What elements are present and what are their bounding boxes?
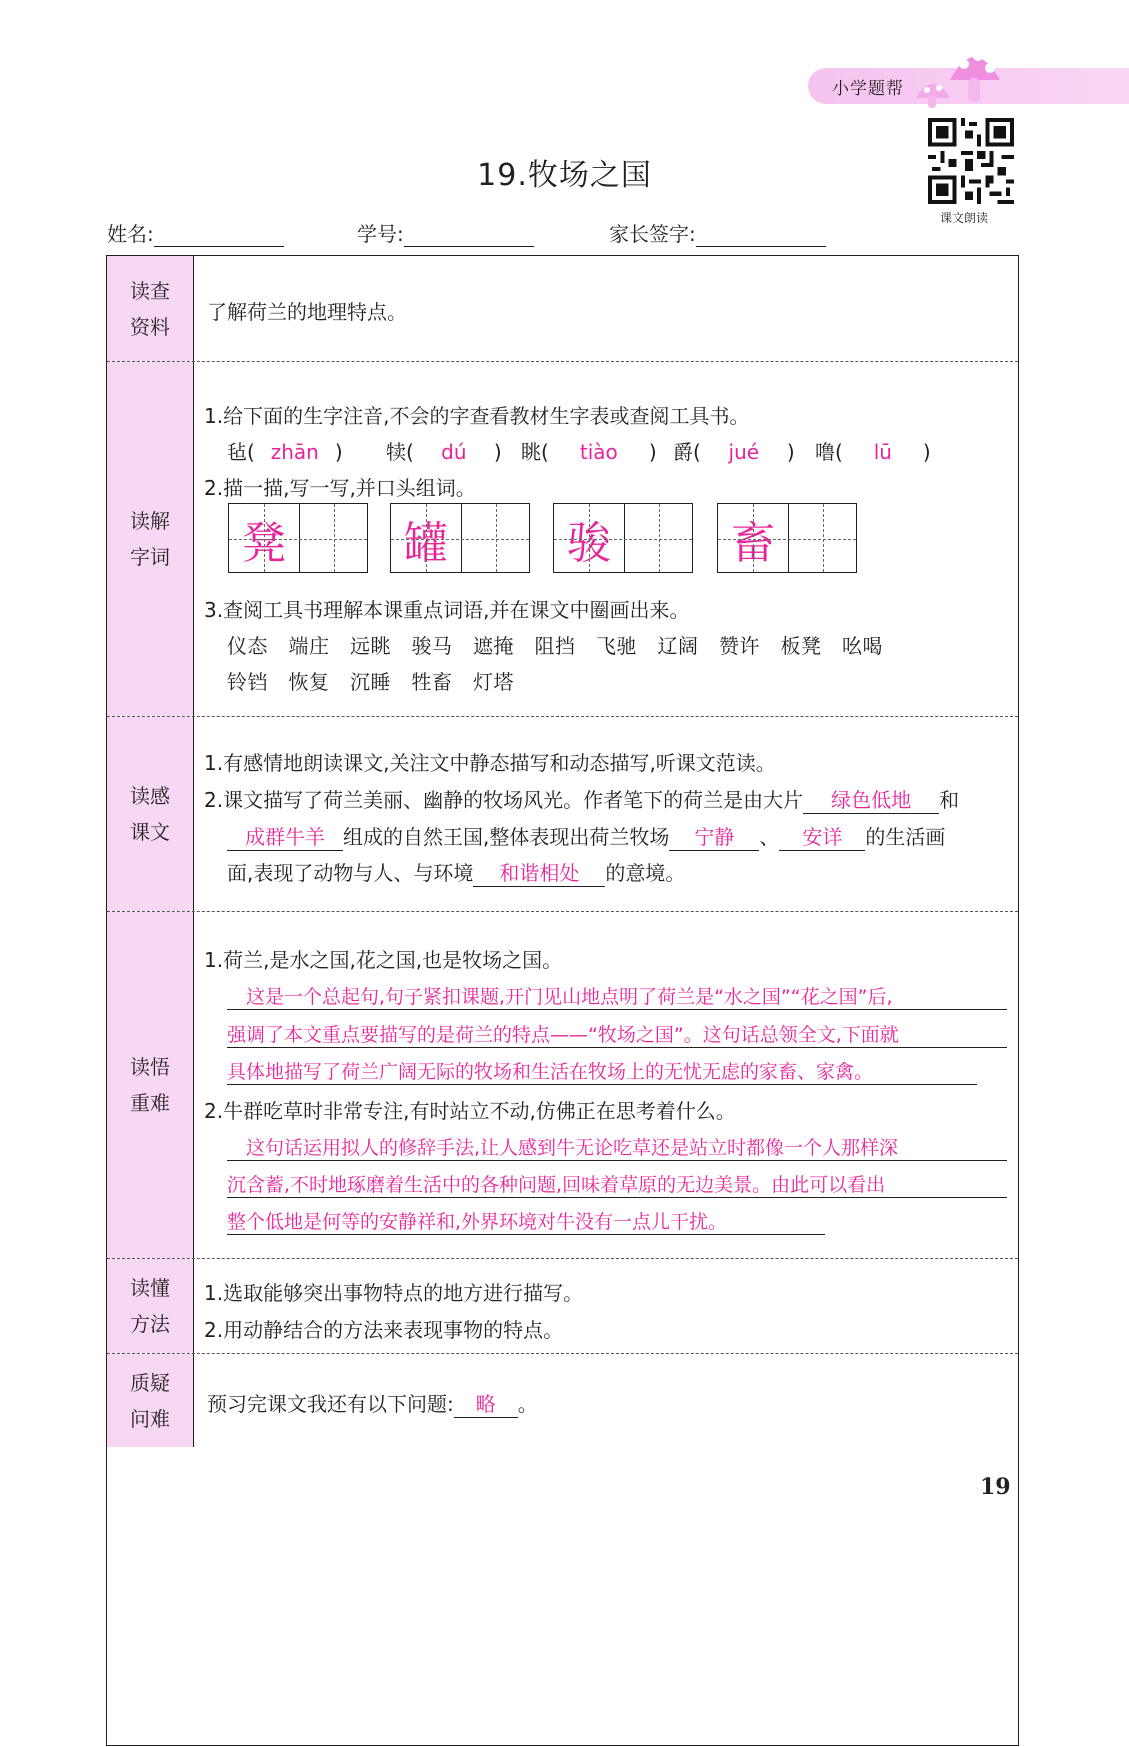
answer-line: 沉含蓄,不时地琢磨着生活中的各种问题,回味着草原的无边美景。由此可以看出	[227, 1170, 1007, 1198]
pinyin-item: 噜( lū )	[815, 440, 931, 464]
brand-label: 小学题帮	[832, 79, 904, 99]
lesson-title: 19.牧场之国	[477, 158, 652, 193]
worksheet-table	[106, 255, 1019, 1746]
traced-char: 罐	[404, 518, 448, 569]
answer-line: 强调了本文重点要描写的是荷兰的特点——“牧场之国”。这句话总领全文,下面就	[227, 1020, 1007, 1048]
question-3: 3.查阅工具书理解本课重点词语,并在课文中圈画出来。	[204, 598, 690, 622]
parent-signature-field[interactable]	[609, 218, 826, 247]
pinyin-answer: dú	[441, 440, 467, 464]
mushroom-icon	[912, 40, 1012, 110]
student-id-field[interactable]	[357, 218, 534, 247]
question-2: 2.牛群吃草时非常专注,有时站立不动,仿佛正在思考着什么。	[204, 1099, 736, 1123]
vocab-row: 仪态 端庄 远眺 骏马 遮掩 阻挡 飞驰 辽阔 赞许 板凳 吆喝	[227, 634, 883, 658]
answer-blank: 绿色低地	[803, 784, 939, 814]
student-id-label: 学号:	[357, 222, 404, 246]
section-label: 读悟 重难	[107, 912, 194, 1258]
parent-signature-label: 家长签字:	[609, 222, 696, 246]
section-questions	[107, 1354, 1018, 1747]
question-1: 1.有感情地朗读课文,关注文中静态描写和动态描写,听课文范读。	[204, 751, 776, 775]
answer-line: 具体地描写了荷兰广阔无际的牧场和生活在牧场上的无忧无虑的家畜、家禽。	[227, 1057, 977, 1085]
pinyin-answer: zhān	[270, 440, 319, 464]
section-feel	[107, 717, 1018, 912]
question-1: 1.给下面的生字注音,不会的字查看教材生字表或查阅工具书。	[204, 404, 750, 428]
pinyin-answer: lū	[873, 440, 892, 464]
question-2: 2.描一描,写一写,并口头组词。	[204, 476, 476, 500]
question-1: 1.荷兰,是水之国,花之国,也是牧场之国。	[204, 948, 563, 972]
traced-char: 凳	[242, 518, 286, 569]
question-2-line: 2.课文描写了荷兰美丽、幽静的牧场风光。作者笔下的荷兰是由大片 绿色低地 和	[204, 784, 959, 814]
writing-grid[interactable]	[553, 503, 693, 573]
name-label: 姓名:	[107, 222, 154, 246]
parent-signature-blank[interactable]	[696, 226, 826, 247]
pinyin-item: 毡( zhān )	[227, 440, 343, 464]
method-item: 2.用动静结合的方法来表现事物的特点。	[204, 1318, 564, 1342]
pinyin-answer: jué	[728, 440, 760, 464]
section-words	[107, 362, 1018, 717]
vocab-row: 铃铛 恢复 沉睡 牲畜 灯塔	[227, 670, 514, 694]
pinyin-item: 眺( tiào )	[521, 440, 657, 464]
section-label: 读解 字词	[107, 362, 194, 716]
question-2-line: 成群牛羊 组成的自然王国,整体表现出荷兰牧场 宁静 、 安详 的生活画	[227, 821, 945, 851]
answer-blank: 和谐相处	[473, 857, 605, 887]
writing-grid[interactable]	[228, 503, 368, 573]
section-label: 读懂 方法	[107, 1259, 194, 1353]
question-2-line: 面,表现了动物与人、与环境 和谐相处 的意境。	[227, 857, 685, 887]
answer-blank: 成群牛羊	[227, 821, 343, 851]
answer-blank: 宁静	[669, 821, 759, 851]
answer-line: 这是一个总起句,句子紧扣课题,开门见山地点明了荷兰是“水之国”“花之国”后,	[227, 982, 1007, 1010]
traced-char: 畜	[731, 518, 775, 569]
section-research	[107, 256, 1018, 362]
pinyin-item: 爵( jué )	[673, 440, 795, 464]
answer-line: 整个低地是何等的安静祥和,外界环境对牛没有一点儿干扰。	[227, 1207, 825, 1235]
pinyin-item: 犊( dú )	[386, 440, 502, 464]
writing-grid[interactable]	[390, 503, 530, 573]
answer-blank[interactable]: 略	[454, 1388, 518, 1418]
section-method	[107, 1259, 1018, 1354]
research-text: 了解荷兰的地理特点。	[207, 300, 407, 324]
answer-blank: 安详	[779, 821, 865, 851]
section-key-points	[107, 912, 1018, 1259]
name-blank[interactable]	[154, 226, 284, 247]
section-label: 读查 资料	[107, 256, 194, 361]
section-label: 读感 课文	[107, 717, 194, 911]
name-field[interactable]	[107, 218, 284, 247]
method-item: 1.选取能够突出事物特点的地方进行描写。	[204, 1281, 584, 1305]
page-number: 19	[980, 1474, 1011, 1500]
pinyin-answer: tiào	[579, 440, 618, 464]
student-id-blank[interactable]	[404, 226, 534, 247]
qr-caption: 课文朗读	[940, 211, 989, 225]
writing-grid[interactable]	[717, 503, 857, 573]
section-label: 质疑 问难	[107, 1354, 194, 1447]
answer-line: 这句话运用拟人的修辞手法,让人感到牛无论吃草还是站立时都像一个人那样深	[227, 1133, 1007, 1161]
questions-line: 预习完课文我还有以下问题: 略 。	[207, 1388, 538, 1418]
traced-char: 骏	[567, 518, 611, 569]
